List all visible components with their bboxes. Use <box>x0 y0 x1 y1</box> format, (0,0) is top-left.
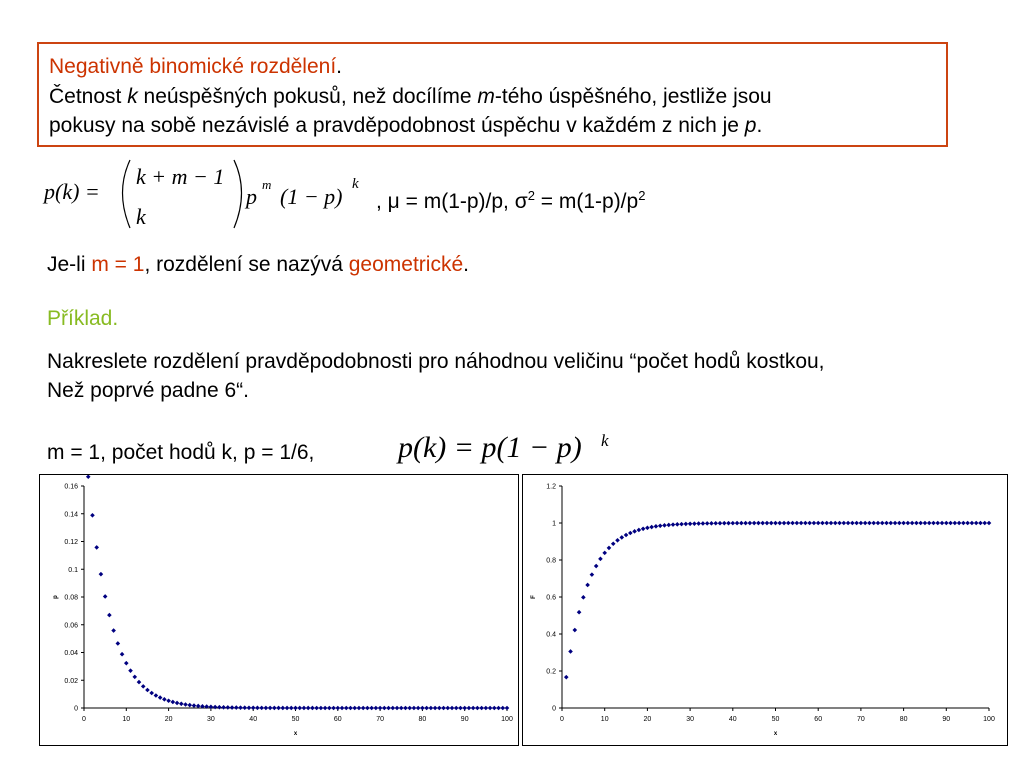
data-point <box>86 475 91 479</box>
data-point <box>884 521 889 526</box>
data-point <box>454 706 459 711</box>
data-point <box>701 521 706 526</box>
data-point <box>709 521 714 526</box>
formula-lhs: p(k) = <box>44 179 100 204</box>
data-point <box>141 684 146 689</box>
data-point <box>378 706 383 711</box>
y-axis-label: p <box>53 595 59 599</box>
data-point <box>433 706 438 711</box>
data-point <box>901 521 906 526</box>
data-point <box>837 521 842 526</box>
data-point <box>824 521 829 526</box>
data-point <box>90 513 95 518</box>
data-point <box>382 706 387 711</box>
data-point <box>812 521 817 526</box>
data-point <box>238 705 243 710</box>
data-point <box>692 521 697 526</box>
data-point <box>615 538 620 543</box>
x-tick-label: 70 <box>376 716 384 723</box>
x-tick-label: 20 <box>164 716 173 723</box>
data-point <box>594 564 599 569</box>
data-point <box>590 572 595 577</box>
geometric-formula-exponent: k <box>601 431 609 450</box>
data-point <box>99 572 104 577</box>
data-point <box>183 702 188 707</box>
y-tick-label: 0.08 <box>64 594 78 602</box>
data-point <box>957 521 962 526</box>
line3-text-b: . <box>756 114 763 137</box>
chart-cdf <box>522 474 1008 746</box>
data-point <box>462 706 467 711</box>
x-tick-label: 80 <box>899 716 908 723</box>
data-point <box>675 522 680 527</box>
data-point <box>816 521 821 526</box>
data-point <box>154 693 159 698</box>
data-point <box>927 521 932 526</box>
data-point <box>276 706 281 711</box>
y-tick-label: 0.16 <box>64 483 78 491</box>
data-point <box>573 628 578 633</box>
chart-cdf-svg <box>523 475 1007 745</box>
data-point <box>357 706 362 711</box>
y-tick-label: 0.4 <box>546 631 556 639</box>
binom-bottom: k <box>136 204 146 229</box>
data-point <box>777 521 782 526</box>
data-point <box>564 675 569 680</box>
data-point <box>327 706 332 711</box>
definition-title: Negativně binomické rozdělení <box>49 55 337 78</box>
data-point <box>735 521 740 526</box>
x-tick-label: 30 <box>686 716 694 723</box>
data-point <box>221 705 226 710</box>
data-point <box>624 533 629 538</box>
data-point <box>374 706 379 711</box>
y-tick-label: 1 <box>552 520 556 528</box>
data-point <box>217 705 222 710</box>
data-point <box>412 706 417 711</box>
data-point <box>395 706 400 711</box>
geometric-line <box>47 250 469 279</box>
data-point <box>386 706 391 711</box>
data-point <box>619 535 624 540</box>
data-point <box>760 521 765 526</box>
data-point <box>314 706 319 711</box>
data-point <box>500 706 505 711</box>
data-point <box>833 521 838 526</box>
title-dot: . <box>336 55 343 78</box>
x-tick-label: 40 <box>249 716 258 723</box>
x-tick-label: 60 <box>814 716 823 723</box>
data-point <box>471 706 476 711</box>
data-point <box>713 521 718 526</box>
data-point <box>458 706 463 711</box>
data-point <box>722 521 727 526</box>
data-point <box>285 706 290 711</box>
data-point <box>854 521 859 526</box>
y-tick-label: 0.06 <box>64 622 78 630</box>
line2-var-k: k <box>127 84 138 108</box>
data-point <box>259 706 264 711</box>
data-point <box>607 546 612 551</box>
y-tick-label: 0.12 <box>64 539 78 546</box>
data-point <box>641 526 646 531</box>
x-tick-label: 100 <box>983 716 995 723</box>
data-point <box>323 706 328 711</box>
line2-text-b: neúspěšných pokusů, než docílíme <box>137 84 478 108</box>
x-axis-label: x <box>773 731 778 737</box>
x-tick-label: 20 <box>643 716 652 723</box>
data-point <box>803 521 808 526</box>
data-point <box>756 521 761 526</box>
line2-var-m: m <box>477 84 495 108</box>
formula-q: (1 − p) <box>280 184 343 209</box>
data-point <box>492 706 497 711</box>
data-point <box>568 649 573 654</box>
data-point <box>479 706 484 711</box>
data-point <box>880 521 885 526</box>
data-point <box>965 521 970 526</box>
data-point <box>953 521 958 526</box>
data-point <box>867 521 872 526</box>
data-point <box>914 521 919 526</box>
data-point <box>846 521 851 526</box>
line2-text-a: Četnost <box>49 84 128 108</box>
data-point <box>336 706 341 711</box>
data-point <box>175 701 180 706</box>
data-point <box>226 705 231 710</box>
data-point <box>467 706 472 711</box>
data-point <box>718 521 723 526</box>
data-point <box>369 706 374 711</box>
data-point <box>302 706 307 711</box>
data-point <box>684 522 689 527</box>
data-point <box>671 522 676 527</box>
formula-p: p <box>246 184 257 209</box>
data-point <box>970 521 975 526</box>
x-tick-label: 10 <box>122 716 131 723</box>
x-axis-label: x <box>293 731 298 737</box>
geom-text-a: Je-li <box>47 253 92 276</box>
data-point <box>331 706 336 711</box>
data-point <box>748 521 753 526</box>
formula-moments <box>376 181 645 216</box>
data-point <box>348 706 353 711</box>
variance-exponent: 2 <box>638 188 646 203</box>
data-point <box>820 521 825 526</box>
data-point <box>272 706 277 711</box>
data-point <box>906 521 911 526</box>
data-point <box>407 706 412 711</box>
data-point <box>807 521 812 526</box>
data-point <box>484 706 489 711</box>
data-point <box>585 583 590 588</box>
data-point <box>242 705 247 710</box>
data-point <box>166 698 171 703</box>
data-point <box>931 521 936 526</box>
data-point <box>876 521 881 526</box>
data-point <box>234 705 239 710</box>
example-label: Příklad. <box>47 307 119 330</box>
data-point <box>128 668 133 673</box>
data-point <box>488 706 493 711</box>
data-point <box>765 521 770 526</box>
data-point <box>790 521 795 526</box>
data-point <box>987 521 992 526</box>
data-point <box>171 700 176 705</box>
data-point <box>255 706 260 711</box>
y-tick-label: 0.6 <box>546 594 556 602</box>
data-point <box>893 521 898 526</box>
line2-text-c: -tého úspěšného, jestliže jsou <box>494 84 772 108</box>
data-point <box>399 706 404 711</box>
data-point <box>940 521 945 526</box>
geometric-formula: p(k) = p(1 − p) <box>398 431 582 464</box>
sigma-exponent: 2 <box>527 188 535 203</box>
data-point <box>281 706 286 711</box>
data-point <box>679 522 684 527</box>
y-tick-label: 0.14 <box>64 511 78 519</box>
data-point <box>769 521 774 526</box>
data-point <box>496 706 501 711</box>
data-point <box>158 695 163 700</box>
x-tick-label: 40 <box>728 716 737 723</box>
data-point <box>306 706 311 711</box>
params-text: m = 1, počet hodů k, p = 1/6, <box>47 441 315 464</box>
data-point <box>429 706 434 711</box>
data-point <box>420 706 425 711</box>
x-tick-label: 60 <box>333 716 342 723</box>
data-point <box>475 706 480 711</box>
y-tick-label: 0.02 <box>64 677 78 685</box>
data-point <box>918 521 923 526</box>
data-point <box>297 706 302 711</box>
data-point <box>871 521 876 526</box>
data-point <box>705 521 710 526</box>
data-point <box>416 706 421 711</box>
data-point <box>179 702 184 707</box>
x-tick-label: 100 <box>501 716 513 723</box>
y-tick-label: 0 <box>552 705 556 713</box>
data-point <box>842 521 847 526</box>
data-point <box>649 525 654 530</box>
data-point <box>688 521 693 526</box>
data-point <box>662 523 667 528</box>
data-point <box>829 521 834 526</box>
chart-pmf-svg <box>40 475 518 745</box>
data-point <box>782 521 787 526</box>
formula-q-exponent: k <box>352 176 359 192</box>
geom-text-b: , rozdělení se nazývá <box>144 253 349 276</box>
data-point <box>344 706 349 711</box>
y-tick-label: 0.1 <box>68 566 78 574</box>
data-point <box>743 521 748 526</box>
data-point <box>897 521 902 526</box>
chart-pmf <box>39 474 519 746</box>
data-point <box>437 706 442 711</box>
data-point <box>162 697 167 702</box>
data-point <box>145 688 150 693</box>
data-point <box>888 521 893 526</box>
data-point <box>187 703 192 708</box>
data-point <box>352 706 357 711</box>
data-point <box>666 523 671 528</box>
data-point <box>978 521 983 526</box>
data-point <box>982 521 987 526</box>
data-point <box>289 706 294 711</box>
x-tick-label: 30 <box>207 716 215 723</box>
data-point <box>365 706 370 711</box>
data-point <box>935 521 940 526</box>
data-point <box>268 706 273 711</box>
data-point <box>974 521 979 526</box>
data-point <box>450 706 455 711</box>
y-tick-label: 0.8 <box>546 557 556 565</box>
data-point <box>773 521 778 526</box>
data-point <box>581 595 586 600</box>
x-tick-label: 50 <box>291 716 300 723</box>
data-point <box>120 652 125 657</box>
geom-m-eq: m = 1 <box>91 253 145 276</box>
data-point <box>361 706 366 711</box>
data-point <box>310 706 315 711</box>
y-tick-label: 1.2 <box>546 483 556 491</box>
data-point <box>611 541 616 546</box>
data-point <box>445 706 450 711</box>
data-point <box>505 706 510 711</box>
data-point <box>577 610 582 615</box>
data-point <box>403 706 408 711</box>
data-point <box>628 531 633 536</box>
geom-text-c: . <box>463 253 469 276</box>
data-point <box>961 521 966 526</box>
data-point <box>340 706 345 711</box>
data-point <box>795 521 800 526</box>
geom-word: geometrické <box>348 253 464 276</box>
data-point <box>149 691 154 696</box>
mean-and-sigma: , μ = m(1-p)/p, σ <box>376 190 528 213</box>
data-point <box>923 521 928 526</box>
data-point <box>632 529 637 534</box>
data-point <box>598 557 603 562</box>
data-point <box>124 661 129 666</box>
line3-text-a: pokusy na sobě nezávislé a pravděpodobnost úspěchu v každém z nich je <box>49 114 745 137</box>
y-axis-label: F <box>531 595 537 599</box>
data-point <box>654 524 659 529</box>
data-point <box>726 521 731 526</box>
data-point <box>441 706 446 711</box>
data-point <box>424 706 429 711</box>
data-point <box>103 594 108 599</box>
data-point <box>645 526 650 531</box>
x-tick-label: 0 <box>82 716 86 723</box>
y-tick-label: 0 <box>74 705 78 713</box>
variance-part: = m(1-p)/p <box>534 190 639 213</box>
data-point <box>637 528 642 533</box>
data-point <box>94 545 99 550</box>
x-tick-label: 50 <box>771 716 780 723</box>
data-point <box>132 675 137 680</box>
y-tick-label: 0.2 <box>546 668 556 676</box>
data-point <box>264 706 269 711</box>
data-point <box>786 521 791 526</box>
x-tick-label: 80 <box>418 716 427 723</box>
task-line-2: Než poprvé padne 6“. <box>47 379 249 402</box>
x-tick-label: 90 <box>942 716 951 723</box>
data-point <box>910 521 915 526</box>
data-point <box>293 706 298 711</box>
data-point <box>390 706 395 711</box>
data-point <box>859 521 864 526</box>
data-point <box>111 628 116 633</box>
data-point <box>137 680 142 685</box>
data-point <box>230 705 235 710</box>
data-point <box>319 706 324 711</box>
data-point <box>948 521 953 526</box>
data-point <box>658 523 663 528</box>
data-point <box>116 641 121 646</box>
task-line-1: Nakreslete rozdělení pravděpodobnosti pro náhodnou veličinu “počet hodů kostkou, <box>47 350 825 373</box>
data-point <box>863 521 868 526</box>
x-tick-label: 90 <box>460 716 469 723</box>
data-point <box>799 521 804 526</box>
data-point <box>752 521 757 526</box>
x-tick-label: 10 <box>600 716 609 723</box>
x-tick-label: 70 <box>857 716 865 723</box>
line3-var-p: p <box>744 114 757 137</box>
data-point <box>247 705 252 710</box>
data-point <box>696 521 701 526</box>
data-point <box>251 706 256 711</box>
data-point <box>602 551 607 556</box>
data-point <box>739 521 744 526</box>
data-point <box>192 703 197 708</box>
x-tick-label: 0 <box>560 716 564 723</box>
binom-top: k + m − 1 <box>136 164 225 189</box>
y-tick-label: 0.04 <box>64 650 78 657</box>
data-point <box>107 613 112 618</box>
formula-p-exponent: m <box>262 177 272 192</box>
data-point <box>731 521 736 526</box>
data-point <box>213 705 218 710</box>
data-point <box>944 521 949 526</box>
data-point <box>850 521 855 526</box>
